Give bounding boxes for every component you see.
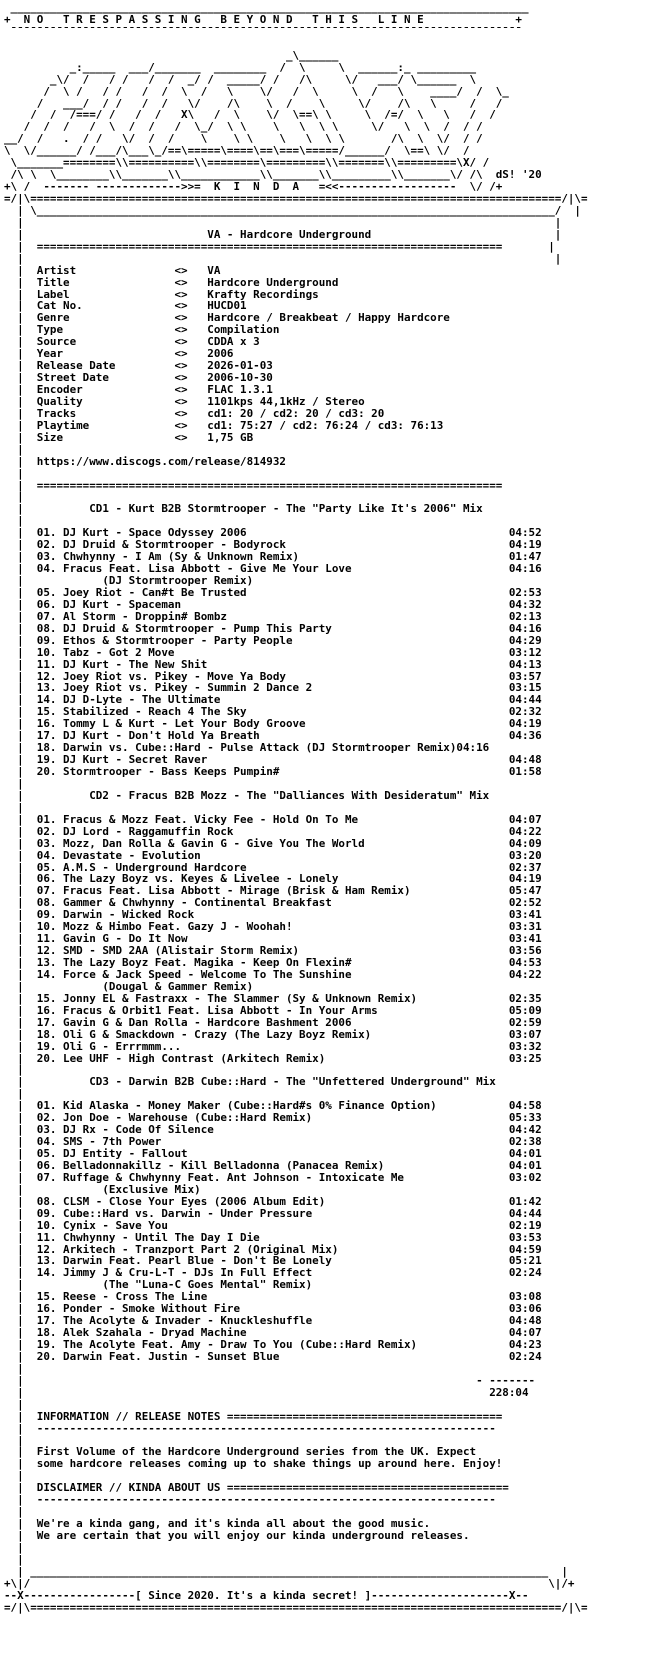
nfo-line: | _______________________________________________________________________________ |	[4, 1564, 568, 1578]
nfo-line: |	[4, 1087, 24, 1101]
nfo-line: _\/ / / / / / _/ / _____/ / /\ \/ ___/ \______ \	[4, 72, 529, 86]
nfo-line: | (Dougal & Gammer Remix)	[4, 979, 254, 993]
nfo-line: | 07. Ruffage & Chwhynny Feat. Ant Johnson - Intoxicate Me 03:02	[4, 1170, 542, 1184]
nfo-line: | 18. Alek Szahala - Dryad Machine 04:07	[4, 1326, 542, 1340]
nfo-line: + N O T R E S P A S S I N G B E Y O N D T H I S L I N E +	[4, 12, 522, 26]
nfo-line: |	[4, 1433, 24, 1447]
nfo-line: | 19. Oli G - Errrmmm... 03:32	[4, 1039, 542, 1053]
nfo-line: | CD1 - Kurt B2B Stormtrooper - The "Party Like It's 2006" Mix	[4, 502, 483, 516]
nfo-line: / \ / / / / / \ / \ \/ / \ \ / \ ____/ / \_	[4, 84, 536, 98]
nfo-line: | Artist <> VA	[4, 263, 221, 277]
nfo-line: | 10. Tabz - Got 2 Move 03:12	[4, 645, 542, 659]
nfo-line: \ \/______/ /___/\___\_/==\=====\====\==\===\=====/______/ \==\ \/ /	[4, 144, 536, 158]
nfo-line: | 10. Mozz & Himbo Feat. Gazy J - Woohah! 03:31	[4, 920, 542, 934]
nfo-line: | 15. Reese - Cross The Line 03:08	[4, 1290, 542, 1304]
nfo-line: | 14. DJ D-Lyte - The Ultimate 04:44	[4, 693, 542, 707]
nfo-line: | 05. Joey Riot - Can#t Be Trusted 02:53	[4, 585, 542, 599]
nfo-line: | 07. Al Storm - Droppin# Bombz 02:13	[4, 609, 542, 623]
nfo-line: | 20. Stormtrooper - Bass Keeps Pumpin# 01:58	[4, 765, 542, 778]
nfo-line: | some hardcore releases coming up to shake things up around here. Enjoy!	[4, 1457, 503, 1471]
nfo-line: |	[4, 1361, 24, 1375]
nfo-line: |	[4, 1505, 24, 1519]
nfo-line: |	[4, 776, 24, 790]
nfo-line: | Type <> Compilation	[4, 323, 280, 337]
nfo-line: | Tracks <> cd1: 20 / cd2: 20 / cd3: 20	[4, 406, 385, 420]
nfo-line: | INFORMATION // RELEASE NOTES ==========================================	[4, 1409, 503, 1423]
nfo-line: | Year <> 2006	[4, 347, 234, 361]
nfo-line: | 11. Chwhynny - Until The Day I Die 03:53	[4, 1230, 542, 1244]
nfo-line: | =======================================================================	[4, 478, 503, 492]
nfo-line: |	[4, 490, 24, 504]
nfo-line: | 16. Tommy L & Kurt - Let Your Body Groove 04:19	[4, 717, 542, 731]
nfo-line: | Label <> Krafty Recordings	[4, 287, 319, 301]
nfo-line: | We are certain that you will enjoy our kinda underground releases.	[4, 1529, 470, 1542]
nfo-line: | 09. Cube::Hard vs. Darwin - Under Pressure 04:44	[4, 1206, 542, 1220]
nfo-line: | 17. The Acolyte & Invader - Knuckleshuffle 04:48	[4, 1314, 542, 1328]
nfo-line: | 16. Ponder - Smoke Without Fire 03:06	[4, 1302, 542, 1316]
nfo-line: | (Exclusive Mix)	[4, 1182, 201, 1196]
nfo-line: | Cat No. <> HUCD01	[4, 299, 247, 313]
nfo-line: | 11. Gavin G - Do It Now 03:41	[4, 932, 542, 946]
nfo-line: | ----------------------------------------------------------------------	[4, 1493, 496, 1507]
nfo-line: | VA - Hardcore Underground |	[4, 227, 562, 241]
nfo-line: | 17. DJ Kurt - Don't Hold Ya Breath 04:36	[4, 729, 542, 743]
nfo-line: |	[4, 466, 24, 480]
nfo-line: |	[4, 514, 24, 528]
nfo-line: | 09. Darwin - Wicked Rock 03:41	[4, 908, 542, 922]
nfo-line: | 04. Devastate - Evolution 03:20	[4, 848, 542, 862]
nfo-line: | Source <> CDDA x 3	[4, 335, 260, 349]
nfo-line: | 17. Gavin G & Dan Rolla - Hardcore Bashment 2006 02:59	[4, 1015, 542, 1029]
nfo-line: | Encoder <> FLAC 1.3.1	[4, 383, 273, 396]
nfo-line: | - -------	[4, 1373, 536, 1387]
nfo-line: | Title <> Hardcore Underground	[4, 275, 339, 289]
nfo-line: |	[4, 1063, 24, 1077]
nfo-line: | 12. Joey Riot vs. Pikey - Move Ya Body 03:57	[4, 669, 542, 683]
nfo-line: | 09. Ethos & Stormtrooper - Party People 04:29	[4, 633, 542, 647]
nfo-line: | 08. DJ Druid & Stormtrooper - Pump This Party 04:16	[4, 621, 542, 635]
nfo-line: | 228:04	[4, 1385, 529, 1399]
nfo-line: | 03. Chwhynny - I Am (Sy & Unknown Remix) 01:47	[4, 550, 542, 564]
nfo-line: | CD3 - Darwin B2B Cube::Hard - The "Unfettered Underground" Mix	[4, 1075, 496, 1089]
nfo-line: / / / / \ / / / \_/ \ \ \ \ \ \ \/ \ \ / / /	[4, 120, 536, 134]
nfo-line: /\ \ \________\\_______\\____________\\_______\\_________\\_______\/ /\ dS! '20	[4, 168, 542, 182]
nfo-line: | Playtime <> cd1: 75:27 / cd2: 76:24 / cd3: 76:13	[4, 418, 444, 432]
nfo-line: |	[4, 800, 24, 814]
nfo-line: | 18. Oli G & Smackdown - Crazy (The Lazy Boyz Remix) 03:07	[4, 1027, 542, 1041]
nfo-line: | 13. The Lazy Boyz Feat. Magika - Keep On Flexin# 04:53	[4, 956, 542, 969]
nfo-line: | 19. DJ Kurt - Secret Raver 04:48	[4, 753, 542, 767]
nfo-line: _______________________________________________________________________________	[4, 1, 529, 14]
nfo-line	[4, 38, 656, 50]
nfo-line: | |	[4, 215, 562, 229]
nfo-line: ¯¯¯¯¯¯¯¯¯¯¯¯¯¯¯¯¯¯¯¯¯¯¯¯¯¯¯¯¯¯¯¯¯¯¯¯¯¯¯¯¯¯¯¯¯¯¯¯¯¯¯¯¯¯¯¯¯¯¯¯¯¯¯¯¯¯¯¯¯¯¯¯¯¯¯¯¯¯	[4, 24, 522, 38]
nfo-line: | 08. Gammer & Chwhynny - Continental Breakfast 02:52	[4, 896, 542, 910]
nfo-line: |	[4, 1540, 24, 1554]
nfo-line: |	[4, 1469, 24, 1483]
nfo-line: | 04. SMS - 7th Power 02:38	[4, 1135, 542, 1149]
nfo-line: | 04. Fracus Feat. Lisa Abbott - Give Me Your Love 04:16	[4, 562, 542, 576]
nfo-line: | 07. Fracus Feat. Lisa Abbott - Mirage (Brisk & Ham Remix) 05:47	[4, 884, 542, 898]
nfo-line: | 14. Force & Jack Speed - Welcome To The Sunshine 04:22	[4, 967, 542, 981]
nfo-line: | ======================================================================= |	[4, 239, 555, 253]
nfo-line: | |	[4, 251, 562, 265]
nfo-line: | 08. CLSM - Close Your Eyes (2006 Album Edit) 01:42	[4, 1194, 542, 1208]
nfo-line: | 03. DJ Rx - Code Of Silence 04:42	[4, 1123, 542, 1137]
nfo-line: | 19. The Acolyte Feat. Amy - Draw To You (Cube::Hard Remix) 04:23	[4, 1338, 542, 1351]
nfo-line: | 05. A.M.S - Underground Hardcore 02:37	[4, 860, 542, 874]
nfo-line: | (The "Luna-C Goes Mental" Remix)	[4, 1278, 313, 1292]
nfo-line: | 10. Cynix - Save You 02:19	[4, 1218, 542, 1232]
nfo-line: | 06. DJ Kurt - Spaceman 04:32	[4, 597, 542, 611]
nfo-line: --X-----------------[ Since 2020. It's a kinda secret! ]---------------------X--	[4, 1588, 529, 1602]
nfo-line: | Quality <> 1101kps 44,1kHz / Stereo	[4, 394, 365, 408]
nfo-line: | 06. The Lazy Boyz vs. Keyes & Livelee - Lonely 04:19	[4, 872, 542, 886]
nfo-line: | \_______________________________________________________________________________/ |	[4, 203, 581, 217]
nfo-line: | 18. Darwin vs. Cube::Hard - Pulse Attack (DJ Stormtrooper Remix)04:16	[4, 741, 490, 755]
nfo-line: +\|/ \|/+	[4, 1576, 575, 1590]
nfo-line: +\ / ------- ------------->>= K I N D A =<<------------------ \/ /+	[4, 180, 503, 194]
nfo-line: |	[4, 1397, 24, 1411]
nfo-line: | (DJ Stormtrooper Remix)	[4, 574, 254, 587]
nfo-line: |	[4, 1552, 24, 1566]
nfo-line: | 14. Jimmy J & Cru-L-T - DJs In Full Effect 02:24	[4, 1266, 542, 1280]
nfo-line: | ----------------------------------------------------------------------	[4, 1421, 496, 1435]
nfo-line: | 05. DJ Entity - Fallout 04:01	[4, 1147, 542, 1160]
nfo-line: | 20. Lee UHF - High Contrast (Arkitech Remix) 03:25	[4, 1051, 542, 1065]
nfo-line: =/|\=================================================================================/|\=	[4, 1600, 588, 1614]
nfo-line: _\______	[4, 48, 536, 62]
nfo-line: | 03. Mozz, Dan Rolla & Gavin G - Give You The World 04:09	[4, 836, 542, 850]
nfo-line: | 02. Jon Doe - Warehouse (Cube::Hard Remix) 05:33	[4, 1111, 542, 1125]
nfo-line: =/|\=================================================================================/|\=	[4, 192, 588, 205]
nfo-line: | 20. Darwin Feat. Justin - Sunset Blue 02:24	[4, 1349, 542, 1363]
nfo-line: | https://www.discogs.com/release/814932	[4, 454, 286, 468]
nfo-line: | Genre <> Hardcore / Breakbeat / Happy Hardcore	[4, 311, 450, 325]
nfo-line: | Street Date <> 2006-10-30	[4, 371, 273, 385]
nfo-line: | 12. Arkitech - Tranzport Part 2 (Original Mix) 04:59	[4, 1242, 542, 1256]
nfo-line: / / /===/ / / / X\ / \ \/ \==\ \ \ /=/ \ \ / /	[4, 108, 542, 122]
nfo-line: | Size <> 1,75 GB	[4, 430, 254, 444]
nfo-line: | 16. Fracus & Orbit1 Feat. Lisa Abbott - In Your Arms 05:09	[4, 1003, 542, 1017]
nfo-line: | DISCLAIMER // KINDA ABOUT US ===========================================	[4, 1481, 509, 1495]
nfo-line: | 15. Jonny EL & Fastraxx - The Slammer (Sy & Unknown Remix) 02:35	[4, 991, 542, 1005]
nfo-line: |	[4, 442, 24, 456]
nfo-line: | 01. Fracus & Mozz Feat. Vicky Fee - Hold On To Me 04:07	[4, 812, 542, 826]
nfo-line: | 13. Darwin Feat. Pearl Blue - Don't Be Lonely 05:21	[4, 1254, 542, 1268]
nfo-line: | 01. Kid Alaska - Money Maker (Cube::Hard#s 0% Finance Option) 04:58	[4, 1099, 542, 1113]
nfo-line: | 11. DJ Kurt - The New Shit 04:13	[4, 657, 542, 671]
nfo-line: | 01. DJ Kurt - Space Odyssey 2006 04:52	[4, 526, 542, 540]
nfo-line: __/ / . / / \/ / / \ \ \ \ \ \ \ /\ \ \/ / /	[4, 132, 542, 146]
nfo-line: | 02. DJ Lord - Raggamuffin Rock 04:22	[4, 824, 542, 838]
nfo-line: | 12. SMD - SMD 2AA (Alistair Storm Remix) 03:56	[4, 944, 542, 958]
nfo-line: | 15. Stabilized - Reach 4 The Sky 02:32	[4, 705, 542, 719]
nfo-line: | CD2 - Fracus B2B Mozz - The "Dalliances With Desideratum" Mix	[4, 788, 490, 802]
nfo-line: _:_____ ___/_______ ________ / \ \ ______:_ _________	[4, 60, 542, 74]
nfo-line: | 13. Joey Riot vs. Pikey - Summin 2 Dance 2 03:15	[4, 681, 542, 695]
nfo-line: | Release Date <> 2026-01-03	[4, 359, 273, 373]
nfo-line: | We're a kinda gang, and it's kinda all about the good music.	[4, 1517, 431, 1531]
nfo-line: | First Volume of the Hardcore Underground series from the UK. Expect	[4, 1445, 477, 1459]
nfo-line: \_______========\\==========\\========\=========\\=======\\=========\X/ /	[4, 156, 555, 170]
nfo-line: | 06. Belladonnakillz - Kill Belladonna (Panacea Remix) 04:01	[4, 1158, 542, 1172]
nfo-line: / ___/ / / / / \/ /\ \ / \ \/ /\ \ / /	[4, 96, 536, 110]
nfo-line: | 02. DJ Druid & Stormtrooper - Bodyrock 04:19	[4, 538, 542, 552]
